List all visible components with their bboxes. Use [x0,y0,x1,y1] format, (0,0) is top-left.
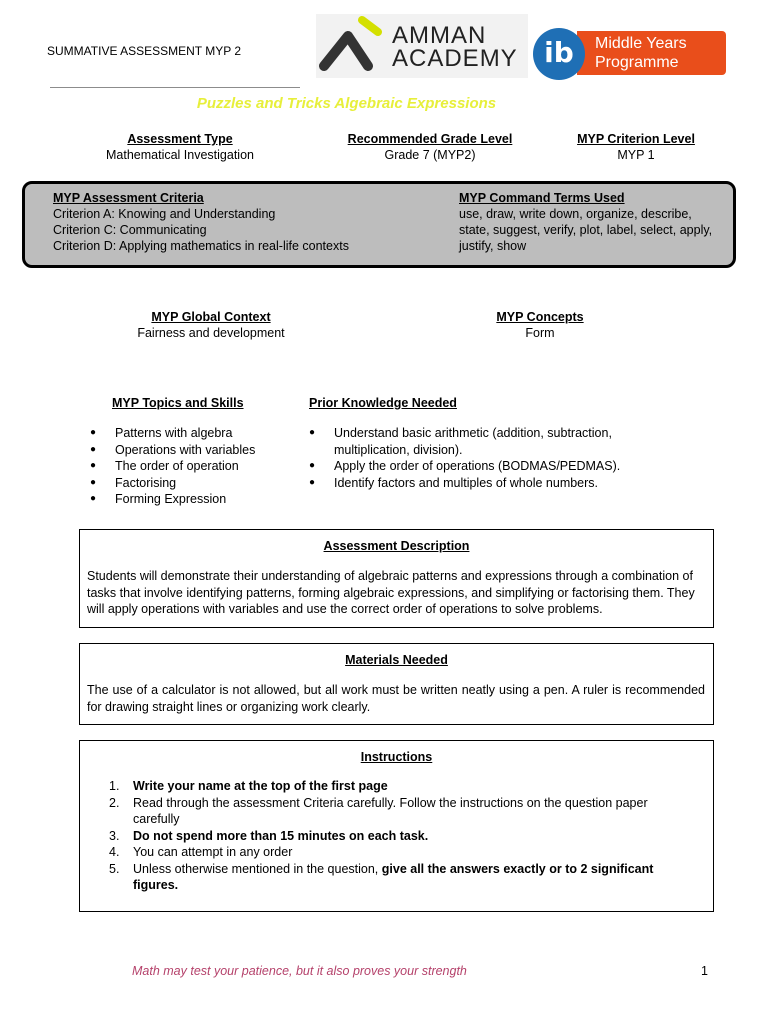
box-text: The use of a calculator is not allowed, but all work must be written neatly using a pen. A ruler is recommended for drawing straight lines or organizing work clearly. [87,683,705,714]
criterion-item: Criterion D: Applying mathematics in real-life contexts [53,239,349,253]
prior-knowledge-item: ● Identify factors and multiples of whole numbers. [309,475,639,492]
instructions-list [109,778,673,894]
meta-criterion-level [536,131,736,163]
instruction-text: You can attempt in any order [133,845,293,859]
instruction-number: 3. [109,828,120,843]
footer-quote: Math may test your patience, but it also proves your strength [132,964,467,978]
instruction-number: 1. [109,779,120,793]
prior-knowledge-item: ● Understand basic arithmetic (addition, subtraction, multiplication, division). [309,425,639,458]
topics-list [90,425,290,508]
section-value: Form [525,326,555,340]
box-title: Assessment Description [323,539,470,553]
meta-label: MYP Criterion Level [577,132,695,146]
box-text: Students will demonstrate their understanding of algebraic patterns and expressions through a combination of tasks that involve identifying patterns, forming algebraic expressions, and simplifying or factorising them. They will apply operations with variables and use the correct order of operations to solve problems. [87,569,695,616]
page-number: 1 [701,964,708,978]
criteria-panel [22,181,736,268]
instruction-item [109,861,673,894]
ib-ribbon-line-2: Programme [595,54,679,71]
logo-line-2: ACADEMY [392,45,518,72]
meta-label: Recommended Grade Level [347,132,513,146]
topics-list-wrap [90,425,290,508]
assessment-criteria-section [53,190,453,254]
instruction-item [109,778,673,795]
prior-knowledge-item: ● Apply the order of operations (BODMAS/PEDMAS). [309,458,639,475]
global-context [111,309,311,341]
section-title: MYP Concepts [496,310,584,324]
meta-grade-level [330,131,530,163]
topic-item: ● Factorising [90,475,290,492]
prior-knowledge-list-wrap [309,425,639,491]
instruction-text: Write your name at the top of the first page [133,779,388,793]
amman-chevron-icon [318,14,388,78]
command-terms-line: use, draw, write down, organize, describe, [459,207,692,221]
topic-item: ● Patterns with algebra [90,425,290,442]
command-terms-line: justify, show [459,239,527,253]
instruction-item [109,828,673,845]
amman-academy-logo [316,14,528,78]
instruction-text-bold: give all the answers exactly or to 2 significant figures. [133,861,654,892]
ib-ribbon [577,31,726,75]
meta-value: Mathematical Investigation [106,148,254,162]
instruction-number: 5. [109,861,120,876]
prior-knowledge-title: Prior Knowledge Needed [309,396,457,410]
criterion-item: Criterion C: Communicating [53,223,207,237]
topics-title: MYP Topics and Skills [112,396,244,410]
section-title: MYP Assessment Criteria [53,191,204,205]
materials-box [79,643,714,725]
section-value: Fairness and development [137,326,285,340]
instruction-item [109,844,673,861]
meta-label: Assessment Type [127,132,233,146]
command-terms-section [459,190,731,254]
ib-ribbon-line-1: Middle Years [595,35,687,52]
ib-myp-logo [533,28,726,78]
header-divider [50,87,300,88]
topic-item: ● Operations with variables [90,442,290,459]
criterion-item: Criterion A: Knowing and Understanding [53,207,276,221]
meta-value: Grade 7 (MYP2) [384,148,476,162]
instruction-text: Unless otherwise mentioned in the question, [133,861,382,876]
instruction-item [109,795,673,828]
topic-item: ● The order of operation [90,458,290,475]
instruction-text: Read through the assessment Criteria carefully. Follow the instructions on the question paper carefully [133,795,648,826]
document-title: Puzzles and Tricks Algebraic Expressions [196,95,497,112]
ib-mark-icon: ib [533,28,585,80]
section-title: MYP Global Context [151,310,271,324]
meta-assessment-type [80,131,280,163]
topic-item: ● Forming Expression [90,491,290,508]
myp-concepts [440,309,640,341]
instruction-number: 4. [109,845,120,859]
logo-line-1: AMMAN [392,22,487,49]
box-title: Materials Needed [345,653,448,667]
section-title: MYP Command Terms Used [459,191,625,205]
box-title: Instructions [360,750,433,764]
instruction-text: Do not spend more than 15 minutes on each task. [133,828,429,843]
assessment-description-box [79,529,714,628]
meta-value: MYP 1 [617,148,655,162]
instruction-number: 2. [109,795,120,810]
prior-knowledge-list [309,425,639,491]
header-label: SUMMATIVE ASSESSMENT MYP 2 [47,44,242,58]
instructions-box [79,740,714,912]
command-terms-line: state, suggest, verify, plot, label, select, apply, [459,223,713,237]
